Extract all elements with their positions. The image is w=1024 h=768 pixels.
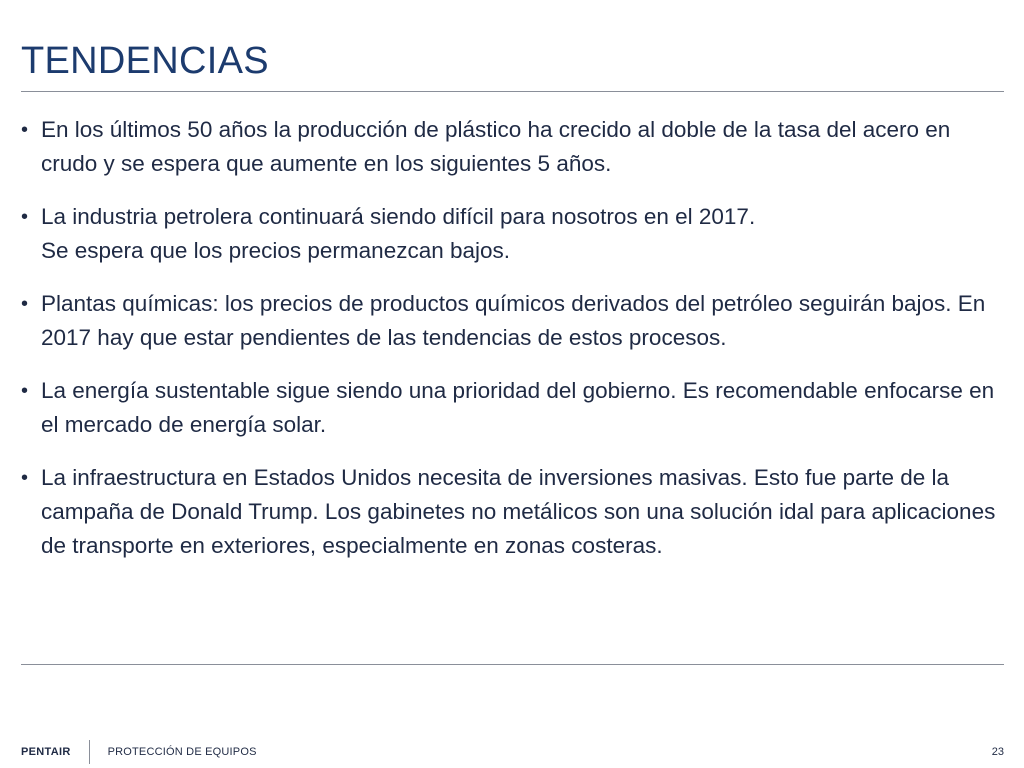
bullet-icon: • bbox=[21, 119, 29, 141]
bullet-text: En los últimos 50 años la producción de plástico ha crecido al doble de la tasa del acero en crudo y se espera que aumente en los siguientes 5 años. bbox=[41, 117, 951, 176]
bullet-item bbox=[21, 113, 996, 181]
title-divider bbox=[21, 91, 1004, 92]
bullet-icon: • bbox=[21, 206, 29, 228]
bullet-icon: • bbox=[21, 293, 29, 315]
footer bbox=[21, 738, 1004, 766]
slide-title: TENDENCIAS bbox=[21, 40, 269, 82]
bullet-item bbox=[21, 461, 996, 563]
bullet-text: Plantas químicas: los precios de productos químicos derivados del petróleo seguirán bajos. En 2017 hay que estar pendientes de las tendencias de estos procesos. bbox=[41, 291, 986, 350]
bullet-icon: • bbox=[21, 380, 29, 402]
bullet-text: La industria petrolera continuará siendo difícil para nosotros en el 2017. Se espera que los precios permanezcan bajos. bbox=[41, 204, 756, 263]
section-label: PROTECCIÓN DE EQUIPOS bbox=[107, 746, 257, 758]
bullet-text: La energía sustentable sigue siendo una prioridad del gobierno. Es recomendable enfocarse en el mercado de energía solar. bbox=[41, 378, 995, 437]
bullet-item bbox=[21, 200, 996, 268]
footer-divider-line bbox=[21, 664, 1004, 665]
bullet-icon: • bbox=[21, 467, 29, 489]
brand-logo-text: PENTAIR bbox=[21, 746, 71, 758]
footer-separator bbox=[89, 740, 90, 764]
bullet-list bbox=[21, 113, 996, 582]
bullet-item bbox=[21, 374, 996, 442]
bullet-text: La infraestructura en Estados Unidos necesita de inversiones masivas. Esto fue parte de la campaña de Donald Trump. Los gabinetes no metálicos son una solución idal para aplicaciones de transporte en exteriores, especialmente en zonas costeras. bbox=[41, 465, 996, 558]
page-number: 23 bbox=[991, 746, 1004, 758]
bullet-item bbox=[21, 287, 996, 355]
